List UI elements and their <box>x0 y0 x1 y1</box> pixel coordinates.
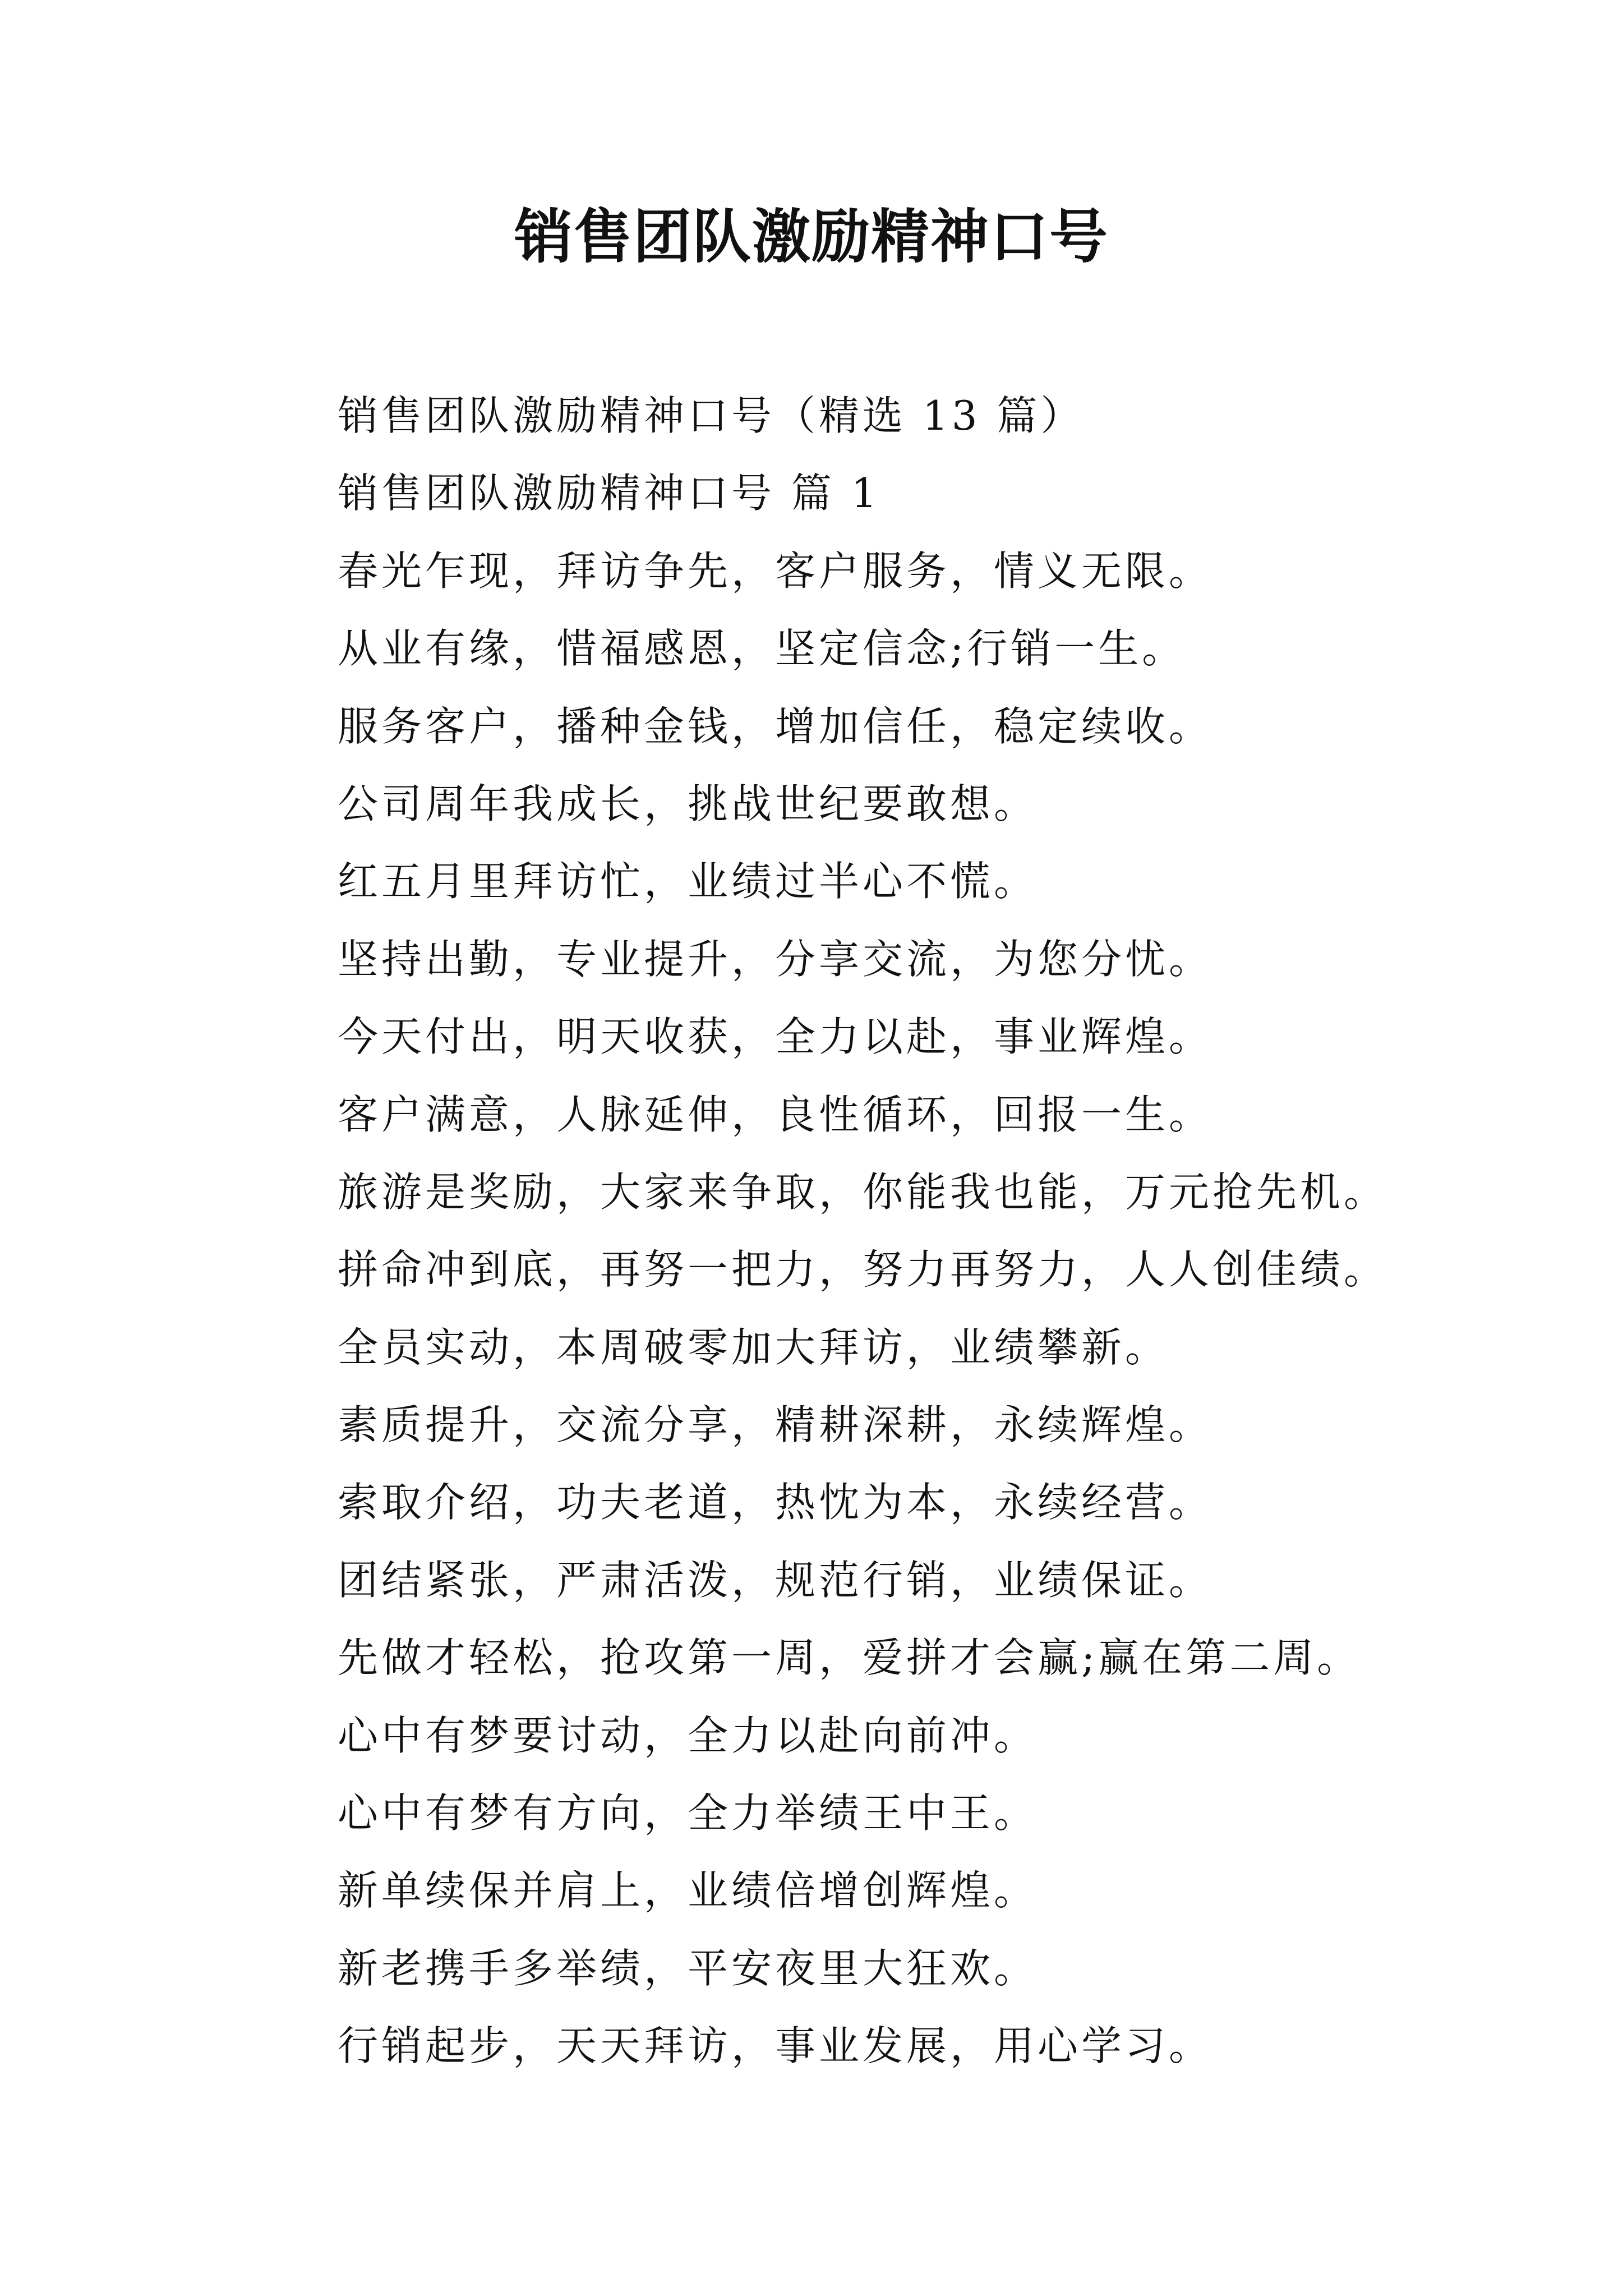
slogan-line: 新单续保并肩上，业绩倍增创辉煌。 <box>338 1867 1038 1915</box>
slogan-line: 行销起步，天天拜访，事业发展，用心学习。 <box>338 2022 1213 2070</box>
slogan-line: 素质提升，交流分享，精耕深耕，永续辉煌。 <box>338 1401 1213 1449</box>
slogan-line: 坚持出勤，专业提升，分享交流，为您分忧。 <box>338 935 1213 983</box>
section-heading: 销售团队激励精神口号 篇 1 <box>338 470 880 517</box>
document-title: 销售团队激励精神口号 <box>514 203 1109 271</box>
slogan-line: 心中有梦有方向，全力举绩王中王。 <box>338 1789 1038 1837</box>
slogan-line: 春光乍现，拜访争先，客户服务，情义无限。 <box>338 547 1213 595</box>
slogan-line: 客户满意，人脉延伸，良性循环，回报一生。 <box>338 1091 1213 1138</box>
slogan-line: 服务客户，播种金钱，增加信任，稳定续收。 <box>338 702 1213 750</box>
document-subtitle: 销售团队激励精神口号（精选 13 篇） <box>338 392 1085 439</box>
slogan-line: 团结紧张，严肃活泼，规范行销，业绩保证。 <box>338 1556 1213 1604</box>
slogan-line: 今天付出，明天收获，全力以赴，事业辉煌。 <box>338 1013 1213 1061</box>
slogan-line: 旅游是奖励，大家来争取，你能我也能，万元抢先机。 <box>338 1168 1388 1216</box>
slogan-line: 索取介绍，功夫老道，热忱为本，永续经营。 <box>338 1479 1213 1526</box>
slogan-line: 新老携手多举绩，平安夜里大狂欢。 <box>338 1944 1038 1992</box>
document-body <box>338 377 1515 2085</box>
slogan-line: 红五月里拜访忙，业绩过半心不慌。 <box>338 858 1038 905</box>
slogan-line: 从业有缘，惜福感恩，坚定信念;行销一生。 <box>338 625 1186 673</box>
slogan-line: 心中有梦要讨动，全力以赴向前冲。 <box>338 1711 1038 1759</box>
slogan-line: 全员实动，本周破零加大拜访，业绩攀新。 <box>338 1323 1169 1371</box>
slogan-line: 先做才轻松，抢攻第一周，爱拼才会赢;赢在第二周。 <box>338 1634 1361 1682</box>
slogan-line: 拼命冲到底，再努一把力，努力再努力，人人创佳绩。 <box>338 1246 1388 1294</box>
slogan-line: 公司周年我成长，挑战世纪要敢想。 <box>338 780 1038 827</box>
